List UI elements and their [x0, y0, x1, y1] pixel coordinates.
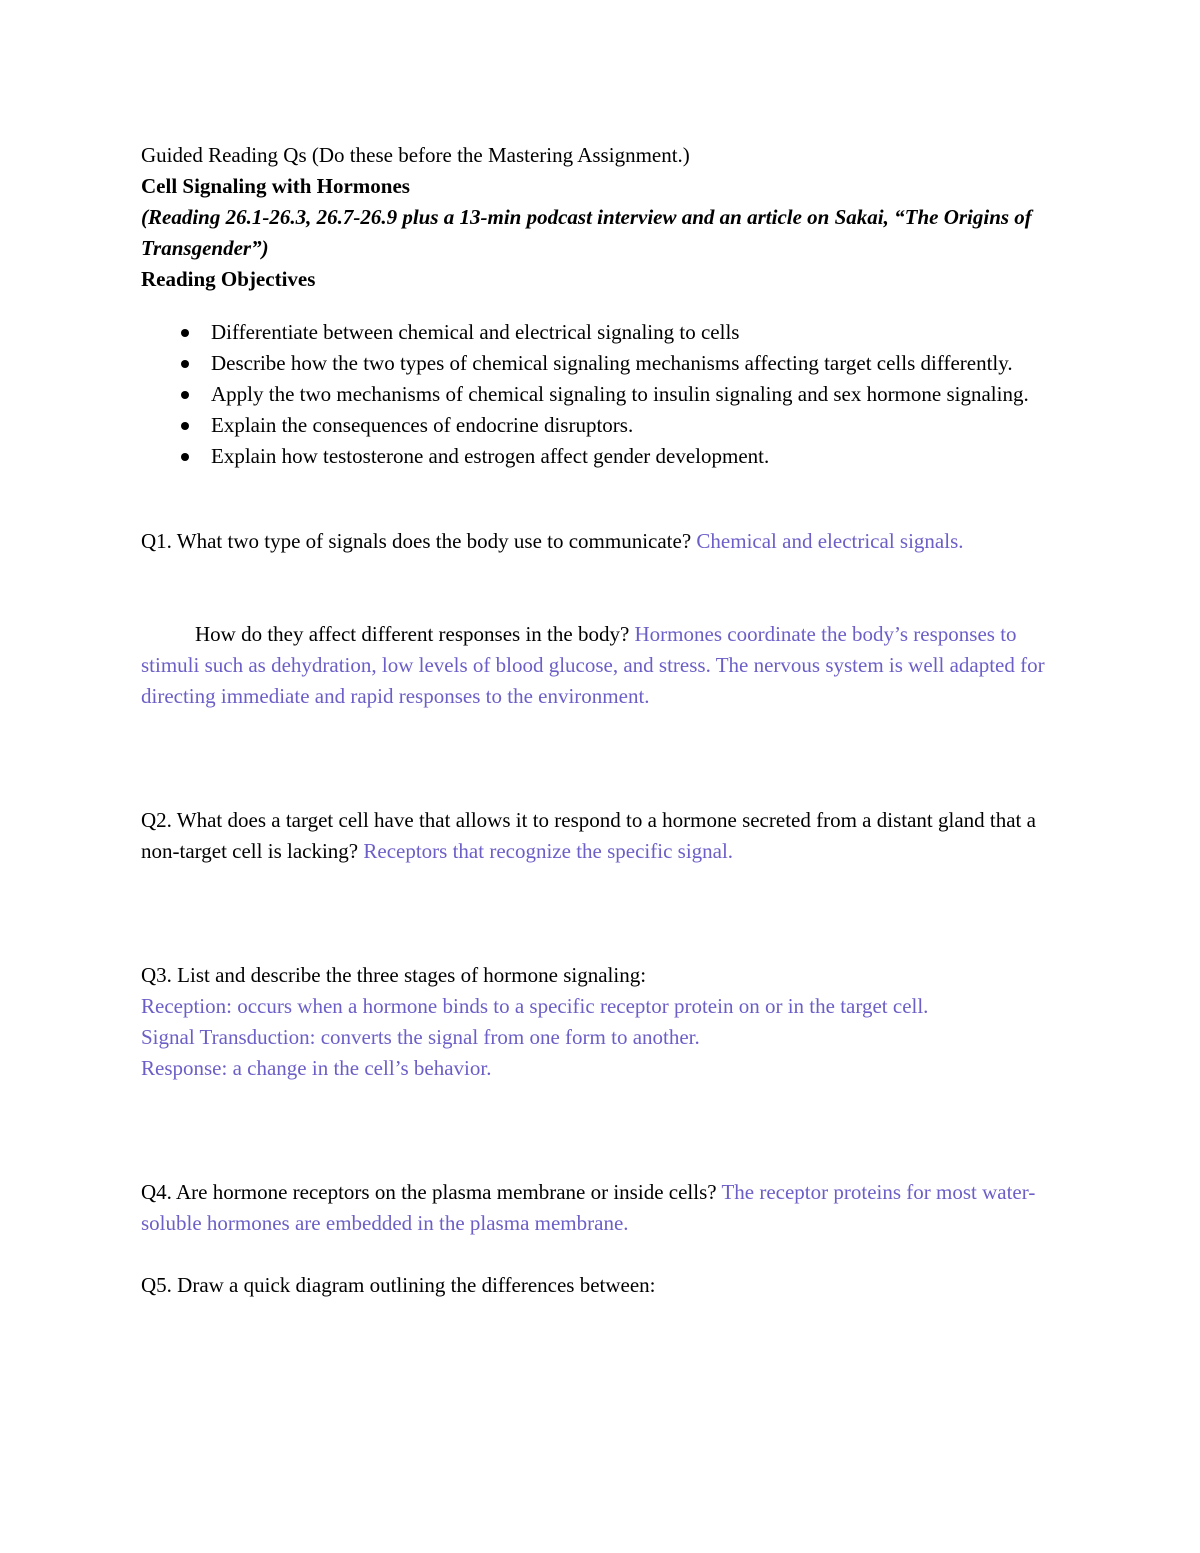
- question-1b: [141, 619, 1059, 712]
- answer-signal-transduction: Signal Transduction: converts the signal from one form to another.: [141, 1025, 700, 1049]
- question-text: Q2. What does a target cell have that allows it to respond to a hormone secreted from a distant gland that a non-target cell is lacking?: [141, 808, 1036, 863]
- objective-text: Describe how the two types of chemical signaling mechanisms affecting target cells differently.: [211, 351, 1013, 375]
- list-item: [141, 410, 1059, 441]
- question-text: How do they affect different responses in the body?: [195, 622, 635, 646]
- question-5: Q5. Draw a quick diagram outlining the differences between:: [141, 1273, 656, 1297]
- objective-text: Explain how testosterone and estrogen affect gender development.: [211, 444, 770, 468]
- bullet-icon: [181, 329, 189, 337]
- topic-heading: Cell Signaling with Hormones: [141, 174, 410, 198]
- objective-text: Apply the two mechanisms of chemical signaling to insulin signaling and sex hormone signaling.: [211, 382, 1029, 406]
- question-2: [141, 805, 1059, 867]
- list-item: [141, 317, 1059, 348]
- question-3: [141, 960, 1059, 1084]
- question-text: Q3. List and describe the three stages of hormone signaling:: [141, 963, 647, 987]
- guided-reading-title: Guided Reading Qs (Do these before the Mastering Assignment.): [141, 143, 690, 167]
- bullet-icon: [181, 391, 189, 399]
- answer-text: The receptor proteins for most water-soluble hormones are embedded in the plasma membrane.: [141, 1180, 1036, 1235]
- list-item: [141, 441, 1059, 472]
- objectives-list: [141, 317, 1059, 472]
- bullet-icon: [181, 453, 189, 461]
- question-1: [141, 526, 1059, 557]
- document-page: [141, 140, 1059, 1301]
- list-item: [141, 348, 1059, 379]
- answer-reception: Reception: occurs when a hormone binds to a specific receptor protein on or in the target cell.: [141, 994, 929, 1018]
- bullet-icon: [181, 422, 189, 430]
- answer-text: Hormones coordinate the body’s responses to stimuli such as dehydration, low levels of blood glucose, and stress. The nervous system is well adapted for directing immediate and rapid responses to the environment.: [141, 622, 1045, 708]
- bullet-icon: [181, 360, 189, 368]
- objective-text: Explain the consequences of endocrine disruptors.: [211, 413, 634, 437]
- reading-assignment: (Reading 26.1-26.3, 26.7-26.9 plus a 13-min podcast interview and an article on Sakai, “The Origins of Transgender”): [141, 205, 1032, 260]
- question-text: Q4. Are hormone receptors on the plasma membrane or inside cells?: [141, 1180, 722, 1204]
- answer-response: Response: a change in the cell’s behavior.: [141, 1056, 492, 1080]
- objective-text: Differentiate between chemical and electrical signaling to cells: [211, 320, 740, 344]
- list-item: [141, 379, 1059, 410]
- question-text: Q1. What two type of signals does the body use to communicate?: [141, 529, 697, 553]
- question-4: [141, 1177, 1059, 1239]
- objectives-heading: Reading Objectives: [141, 267, 316, 291]
- answer-text: Receptors that recognize the specific signal.: [363, 839, 734, 863]
- answer-text: Chemical and electrical signals.: [696, 529, 964, 553]
